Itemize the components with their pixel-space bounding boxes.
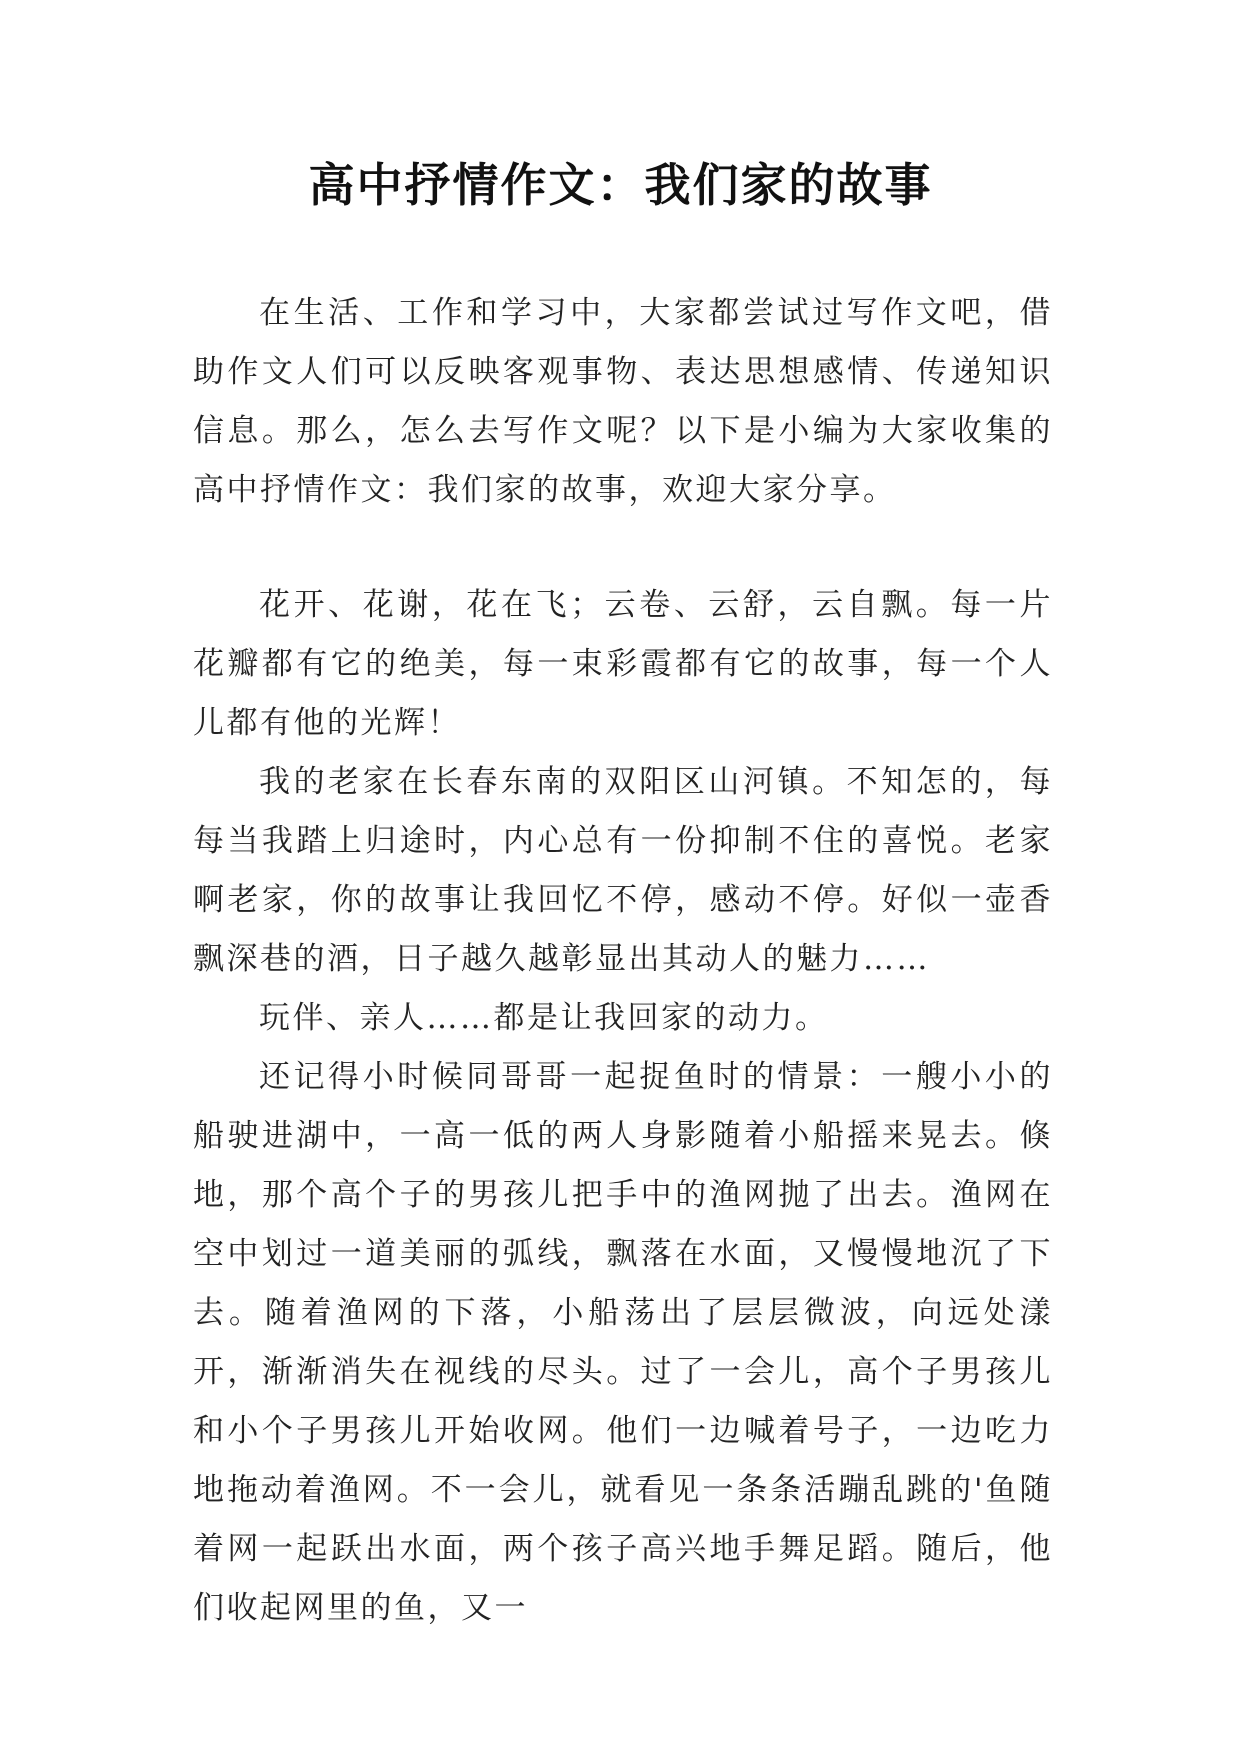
essay-body (193, 576, 1053, 1638)
intro-paragraph: 在生活、工作和学习中，大家都尝试过写作文吧，借助作文人们可以反映客观事物、表达思想感情、传递知识信息。那么，怎么去写作文呢？以下是小编为大家收集的高中抒情作文：我们家的故事，欢迎大家分享。 (193, 295, 1053, 508)
paragraph-1: 花开、花谢，花在飞；云卷、云舒，云自飘。每一片花瓣都有它的绝美，每一束彩霞都有它的故事，每一个人儿都有他的光辉！ (193, 587, 1053, 741)
paragraph-2: 我的老家在长春东南的双阳区山河镇。不知怎的，每每当我踏上归途时，内心总有一份抑制不住的喜悦。老家啊老家，你的故事让我回忆不停，感动不停。好似一壶香飘深巷的酒，日子越久越彰显出其动人的魅力…… (193, 764, 1053, 977)
document-title: 高中抒情作文：我们家的故事 (308, 158, 933, 212)
paragraph-3: 玩伴、亲人……都是让我回家的动力。 (259, 1000, 829, 1036)
paragraph-4: 还记得小时候同哥哥一起捉鱼时的情景：一艘小小的船驶进湖中，一高一低的两人身影随着小船摇来晃去。倏地，那个高个子的男孩儿把手中的渔网抛了出去。渔网在空中划过一道美丽的弧线，飘落在水面，又慢慢地沉了下去。随着渔网的下落，小船荡出了层层微波，向远处漾开，渐渐消失在视线的尽头。过了一会儿，高个子男孩儿和小个子男孩儿开始收网。他们一边喊着号子，一边吃力地拖动着渔网。不一会儿，就看见一条条活蹦乱跳的'鱼随着网一起跃出水面，两个孩子高兴地手舞足蹈。随后，他们收起网里的鱼，又一 (193, 1059, 1053, 1626)
intro-section (193, 284, 1053, 520)
